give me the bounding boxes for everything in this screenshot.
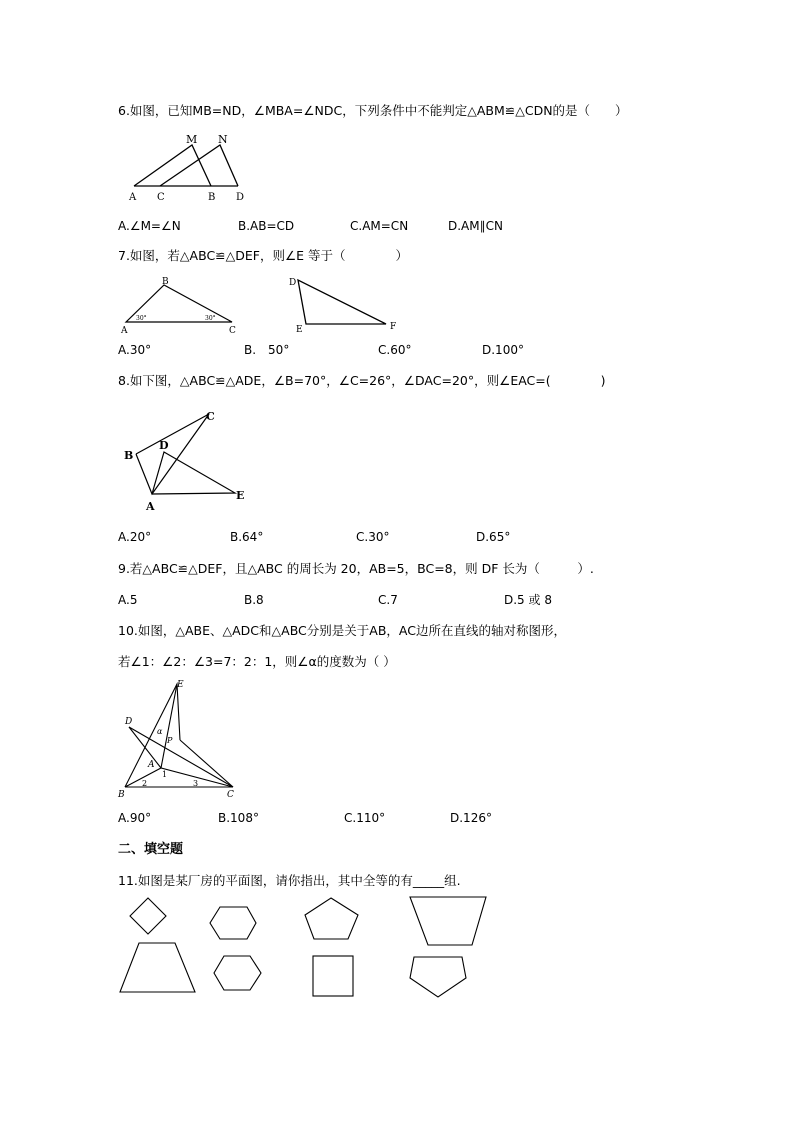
q6-option-d: D.AM∥CN xyxy=(448,219,503,233)
q7-option-d: D.100° xyxy=(482,343,524,357)
q10-figure xyxy=(116,676,241,802)
q8-label-d: D xyxy=(159,439,169,452)
shape-pentagon-1 xyxy=(305,898,358,939)
q7-angle-c: 30° xyxy=(205,315,216,322)
q8-label-a: A xyxy=(146,500,155,513)
q7-angle-a: 30° xyxy=(136,315,147,322)
shape-trapezoid-2 xyxy=(120,943,195,992)
q7-figure-def xyxy=(286,274,406,336)
q10-stem-line2: 若∠1：∠2：∠3=7：2：1，则∠α的度数为（ ） xyxy=(118,654,396,669)
q7-label-a: A xyxy=(121,326,128,336)
q6-label-m: M xyxy=(186,133,198,146)
q7-label-c: C xyxy=(229,326,236,336)
shape-trapezoid-1 xyxy=(410,897,486,945)
q10-label-d: D xyxy=(125,717,133,727)
q10-label-3: 3 xyxy=(193,779,199,788)
q8-label-b: B xyxy=(124,449,134,462)
q10-label-e: E xyxy=(177,680,184,690)
q11-stem: 11.如图是某厂房的平面图，请你指出，其中全等的有_____组. xyxy=(118,873,461,888)
q7-label-d: D xyxy=(289,278,297,288)
q10-option-b: B.108° xyxy=(218,811,259,825)
q10-label-1: 1 xyxy=(162,770,168,779)
q7-label-b: B xyxy=(162,277,169,287)
q10-label-2: 2 xyxy=(142,779,148,788)
shape-hexagon-2 xyxy=(214,956,261,990)
q6-label-c: C xyxy=(157,192,165,203)
q7-option-c: C.60° xyxy=(378,343,412,357)
q10-stem-line1: 10.如图，△ABE、△ADC和△ABC分别是关于AB，AC边所在直线的轴对称图形， xyxy=(118,623,566,638)
q10-option-d: D.126° xyxy=(450,811,492,825)
shape-hexagon-1 xyxy=(210,907,256,939)
q10-label-c: C xyxy=(227,790,234,800)
shape-small-diamond xyxy=(130,898,166,934)
q8-label-e: E xyxy=(236,489,245,502)
q6-stem: 6.如图，已知MB=ND，∠MBA=∠NDC，下列条件中不能判定△ABM≌△CDN的是（ ） xyxy=(118,103,628,118)
q6-label-a: A xyxy=(129,192,137,203)
q6-figure xyxy=(120,132,260,204)
q8-stem: 8.如下图，△ABC≌△ADE，∠B=70°，∠C=26°，∠DAC=20°，则∠EAC=( ) xyxy=(118,373,606,388)
q10-label-p: P xyxy=(167,736,173,745)
q7-label-e: E xyxy=(296,325,303,335)
q7-label-f: F xyxy=(390,322,397,332)
q7-option-b: B. 50° xyxy=(244,343,290,357)
q6-label-d: D xyxy=(236,192,245,203)
q7-option-a: A.30° xyxy=(118,343,152,357)
q10-label-alpha: α xyxy=(157,727,163,736)
q9-option-b: B.8 xyxy=(244,593,264,607)
q9-stem: 9.若△ABC≌△DEF，且△ABC 的周长为 20，AB=5，BC=8，则 DF 长为（ ）. xyxy=(118,561,594,576)
q9-option-c: C.7 xyxy=(378,593,398,607)
shape-square xyxy=(313,956,353,996)
section-title: 二、填空题 xyxy=(118,842,184,857)
q7-stem: 7.如图，若△ABC≌△DEF，则∠E 等于（ ） xyxy=(118,248,409,263)
q8-figure xyxy=(118,404,253,516)
q8-option-d: D.65° xyxy=(476,530,511,544)
q8-option-a: A.20° xyxy=(118,530,152,544)
q6-label-n: N xyxy=(218,133,228,146)
q10-option-a: A.90° xyxy=(118,811,152,825)
q8-label-c: C xyxy=(206,410,215,423)
q9-option-a: A.5 xyxy=(118,593,138,607)
q6-option-c: C.AM=CN xyxy=(350,219,409,233)
q6-label-b: B xyxy=(208,192,216,203)
q10-label-a: A xyxy=(148,760,155,770)
q7-figure-abc xyxy=(118,275,243,337)
q10-label-b: B xyxy=(118,790,125,800)
q6-option-a: A.∠M=∠N xyxy=(118,219,181,233)
q11-figure xyxy=(118,894,494,1000)
q9-option-d: D.5 或 8 xyxy=(504,593,552,607)
q8-option-c: C.30° xyxy=(356,530,390,544)
q10-option-c: C.110° xyxy=(344,811,386,825)
shape-pentagon-2 xyxy=(410,957,466,997)
q8-option-b: B.64° xyxy=(230,530,264,544)
q6-option-b: B.AB=CD xyxy=(238,219,295,233)
